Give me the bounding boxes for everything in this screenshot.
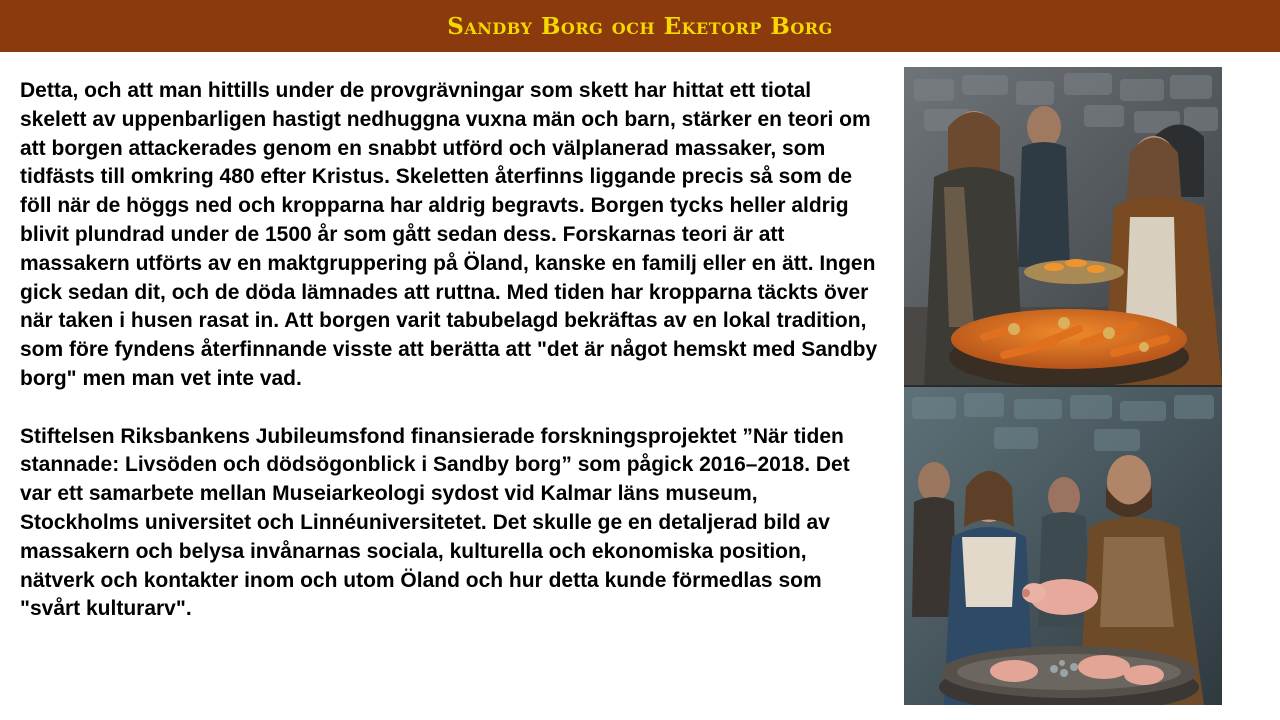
body-text [20, 77, 882, 624]
market-scene-piglets-image [904, 387, 1222, 705]
paragraph-1: Detta, och att man hittills under de provgrävningar som skett har hittat ett tiotal skelett av uppenbarligen hastigt nedhuggna vuxna män och barn, stärker en teori om att borgen attackerades genom en snabbt utförd och välplanerad massaker, som tidfästs till omkring 480 efter Kristus. Skeletten återfinns liggande precis så som de föll när de höggs ned och kropparna har aldrig begravts. Borgen tycks heller aldrig blivit plundrad under de 1500 år som gått sedan dess. Forskarnas teori är att massakern utförts av en maktgruppering på Öland, kanske en familj eller en ätt. Ingen gick sedan dit, och de döda lämnades att ruttna. Med tiden har kropparna täckts över när taken i husen rasat in. Att borgen varit tabubelagd bekräftas av en lokal tradition, som före fyndens återfinnande visste att berätta att "det är något hemskt med Sandby borg" men man vet inte vad. [20, 79, 878, 390]
paragraph-2: Stiftelsen Riksbankens Jubileumsfond finansierade forskningsprojektet ”När tiden stannade: Livsöden och dödsögonblick i Sandby borg” som pågick 2016–2018. Det var ett samarbete mellan Museiarkeologi sydost vid Kalmar läns museum, Stockholms universitet och Linnéuniversitetet. Det skulle ge en detaljerad bild av massakern och belysa invånarnas sociala, kulturella och ekonomiska position, nätverk och kontakter inom och utom Öland och hur detta kunde förmedlas som "svårt kulturarv". [20, 424, 850, 621]
market-scene-carrots-image [904, 67, 1222, 385]
title-bar [0, 0, 1280, 52]
slide-title: Sandby Borg och Eketorp Borg [447, 12, 833, 40]
image-panel [904, 67, 1222, 705]
